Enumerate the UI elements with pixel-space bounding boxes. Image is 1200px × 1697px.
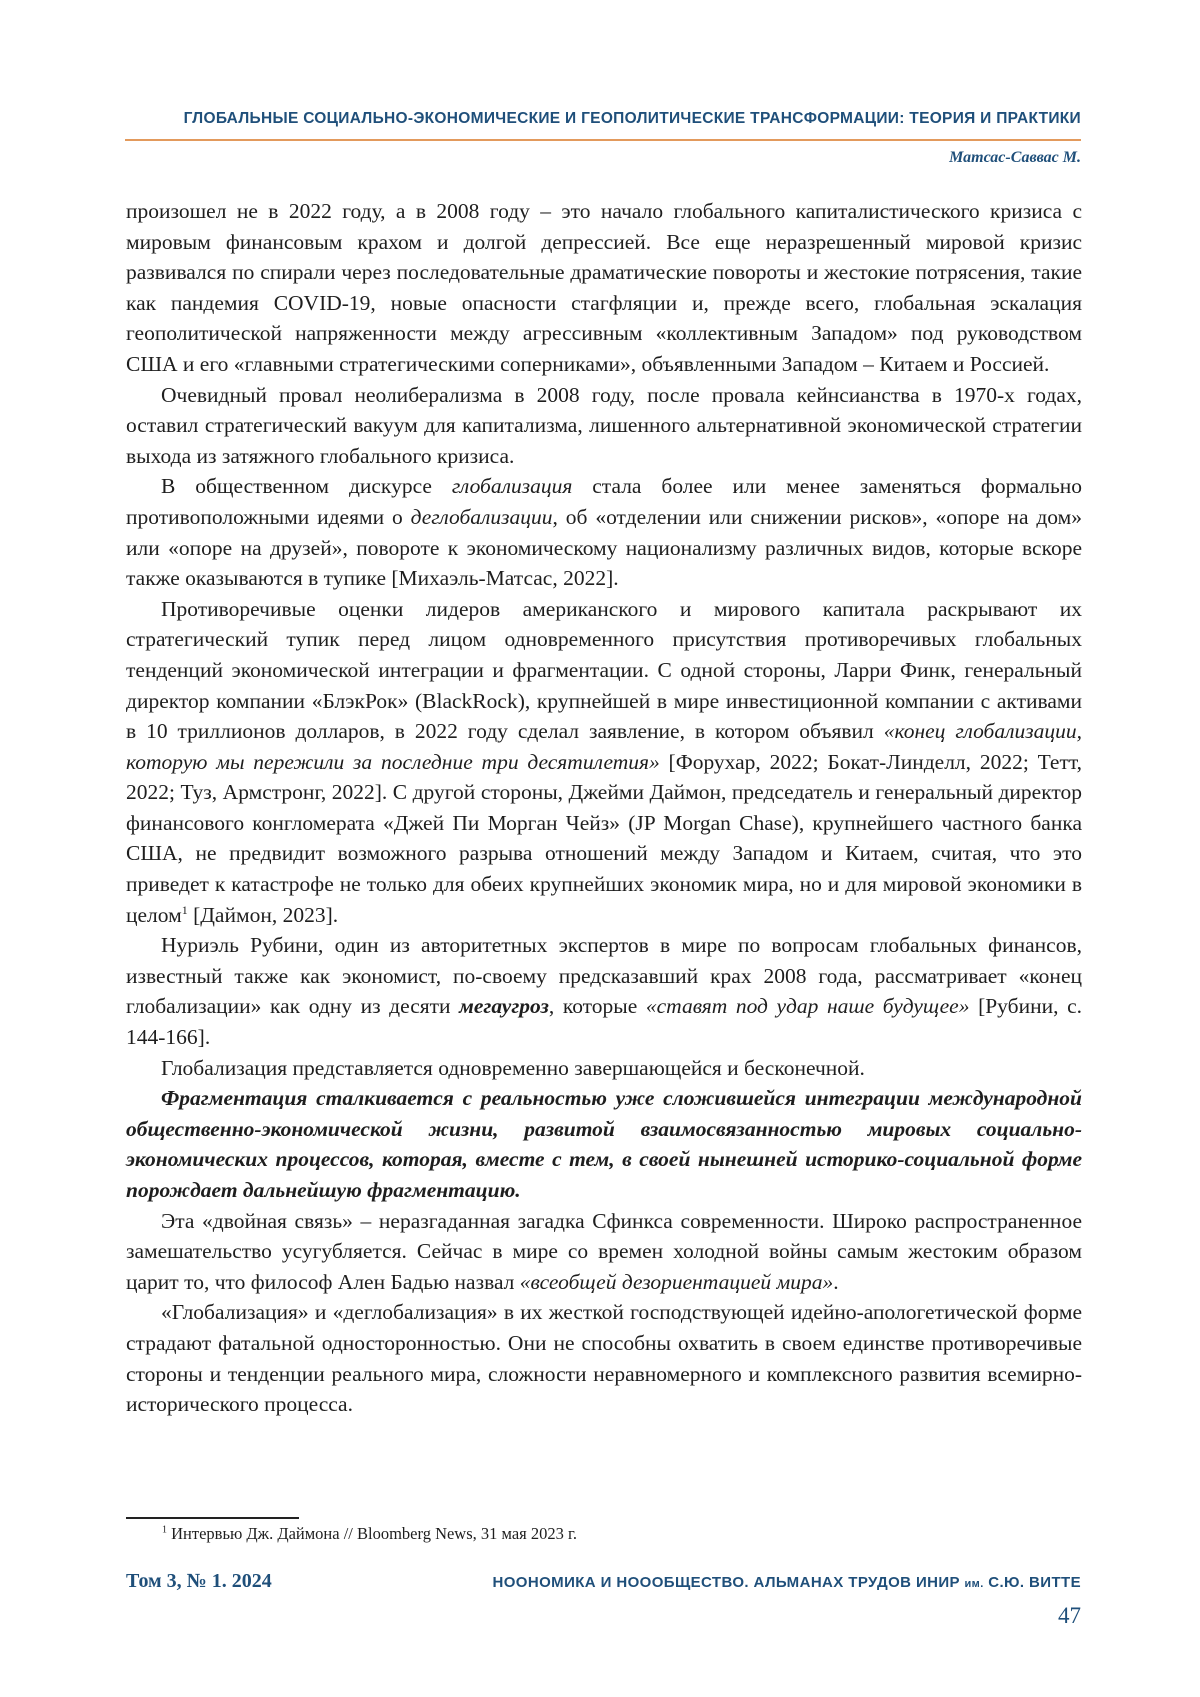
quote-end-of-globalization: «конец глобализации, которую мы пережили за последние три десятилетия» (126, 719, 1082, 774)
paragraph-4-text-a: Противоречивые оценки лидеров американского и мирового капитала раскрывают их стратегический тупик перед лицом одновременного присутствия противоречивых глобальных тенденций экономической интеграции и фрагментации. С одной стороны, Ларри Финк, генеральный директор компании «БлэкРок» (BlackRock), крупнейшей в мире инвестиционной компании с активами в 10 триллионов долларов, в 2022 году сделал заявление, в котором объявил (126, 597, 1082, 743)
paragraph-5-text-c: [Рубини, с. 144-166]. (126, 994, 1082, 1049)
journal-title-main: НООНОМИКА И НОООБЩЕСТВО. АЛЬМАНАХ ТРУДОВ ИНИР (493, 1574, 965, 1591)
footnote-number: 1 (162, 1525, 167, 1536)
footnote-1 (162, 1524, 577, 1544)
paragraph-3-text-a: В общественном дискурсе (161, 474, 452, 498)
footnote-text: Интервью Дж. Даймона // Bloomberg News, 31 мая 2023 г. (171, 1524, 577, 1543)
journal-title (493, 1574, 1082, 1591)
paragraph-8-text-a: Эта «двойная связь» – неразгаданная загадка Сфинкса современности. Широко распространенное замешательство усугубляется. Сейчас в мире со времен холодной войны самым жестоким образом царит то, что философ Ален Бадью назвал (126, 1209, 1082, 1294)
paragraph-3-text-c: , об «отделении или снижении рисков», «опоре на дом» или «опоре на друзей», повороте к экономическому национализму различных видов, которые вскоре также оказываются в тупике [Михаэль-Матсас, 2022]. (126, 505, 1082, 590)
journal-title-small: им. (965, 1578, 984, 1590)
journal-title-end: С.Ю. ВИТТЕ (984, 1574, 1081, 1591)
article-body (126, 196, 1082, 1420)
footnote-divider (126, 1517, 299, 1519)
page-number: 47 (1058, 1603, 1081, 1629)
header-divider (125, 139, 1081, 141)
article-author: Матсас-Саввас М. (949, 149, 1081, 167)
paragraph-3-text-b: стала более или менее заменяться формально противоположными идеями о (126, 474, 1082, 529)
paragraph-9: «Глобализация» и «деглобализация» в их жесткой господствующей идейно-апологетической форме страдают фатальной односторонностью. Они не способны охватить в своем единстве противоречивые стороны и тенденции реального мира, сложности неравномерного и комплексного развития всемирно-исторического процесса. (126, 1297, 1082, 1419)
paragraph-5-text-b: , которые (549, 994, 646, 1018)
paragraph-3 (126, 471, 1082, 593)
term-megathreats: мегаугроз (459, 994, 549, 1018)
running-title: ГЛОБАЛЬНЫЕ СОЦИАЛЬНО-ЭКОНОМИЧЕСКИЕ И ГЕОПОЛИТИЧЕСКИЕ ТРАНСФОРМАЦИИ: ТЕОРИЯ И ПРАКТИКИ (184, 110, 1081, 128)
term-globalization: глобализация (452, 474, 573, 498)
paragraph-4-text-c: [Даймон, 2023]. (188, 903, 338, 927)
paragraph-4 (126, 594, 1082, 931)
paragraph-5-text-a: Нуриэль Рубини, один из авторитетных экспертов в мире по вопросам глобальных финансов, известный также как экономист, по-своему предсказавший крах 2008 года, рассматривает «конец глобализации» как одну из десяти (126, 933, 1082, 1018)
paragraph-1: произошел не в 2022 году, а в 2008 году – это начало глобального капиталистического кризиса с мировым финансовым крахом и долгой депрессией. Все еще неразрешенный мировой кризис развивался по спирали через последовательные драматические повороты и жестокие потрясения, такие как пандемия COVID-19, новые опасности стагфляции и, прежде всего, глобальная эскалация геополитической напряженности между агрессивным «коллективным Западом» под руководством США и его «главными стратегическими соперниками», объявленными Западом – Китаем и Россией. (126, 196, 1082, 380)
quote-future-at-risk: «ставят под удар наше будущее» (646, 994, 970, 1018)
paragraph-2: Очевидный провал неолиберализма в 2008 году, после провала кейнсианства в 1970-х годах, оставил стратегический вакуум для капитализма, лишенного альтернативной экономической стратегии выхода из затяжного глобального кризиса. (126, 380, 1082, 472)
term-deglobalization: деглобализации (411, 505, 553, 529)
paragraph-5 (126, 930, 1082, 1052)
footnote-ref-1[interactable]: 1 (182, 903, 188, 917)
paragraph-8-text-b: . (833, 1270, 838, 1294)
quote-disorientation: «всеобщей дезориентацией мира» (520, 1270, 833, 1294)
paragraph-8 (126, 1206, 1082, 1298)
paragraph-6: Глобализация представляется одновременно завершающейся и бесконечной. (126, 1053, 1082, 1084)
issue-info: Том 3, № 1. 2024 (126, 1570, 272, 1593)
paragraph-7-emphasis: Фрагментация сталкивается с реальностью уже сложившейся интеграции международной общественно-экономической жизни, развитой взаимосвязанностью мировых социально-экономических процессов, которая, вместе с тем, в своей нынешней историко-социальной форме порождает дальнейшую фрагментацию. (126, 1083, 1082, 1205)
paragraph-4-text-b: [Форухар, 2022; Бокат-Линделл, 2022; Тетт, 2022; Туз, Армстронг, 2022]. С другой стороны, Джейми Даймон, председатель и генеральный директор финансового конгломерата «Джей Пи Морган Чейз» (JP Morgan Chase), крупнейшего частного банка США, не предвидит возможного разрыва отношений между Западом и Китаем, считая, что это приведет к катастрофе не только для обеих крупнейших экономик мира, но и для мировой экономики в целом (126, 750, 1082, 927)
